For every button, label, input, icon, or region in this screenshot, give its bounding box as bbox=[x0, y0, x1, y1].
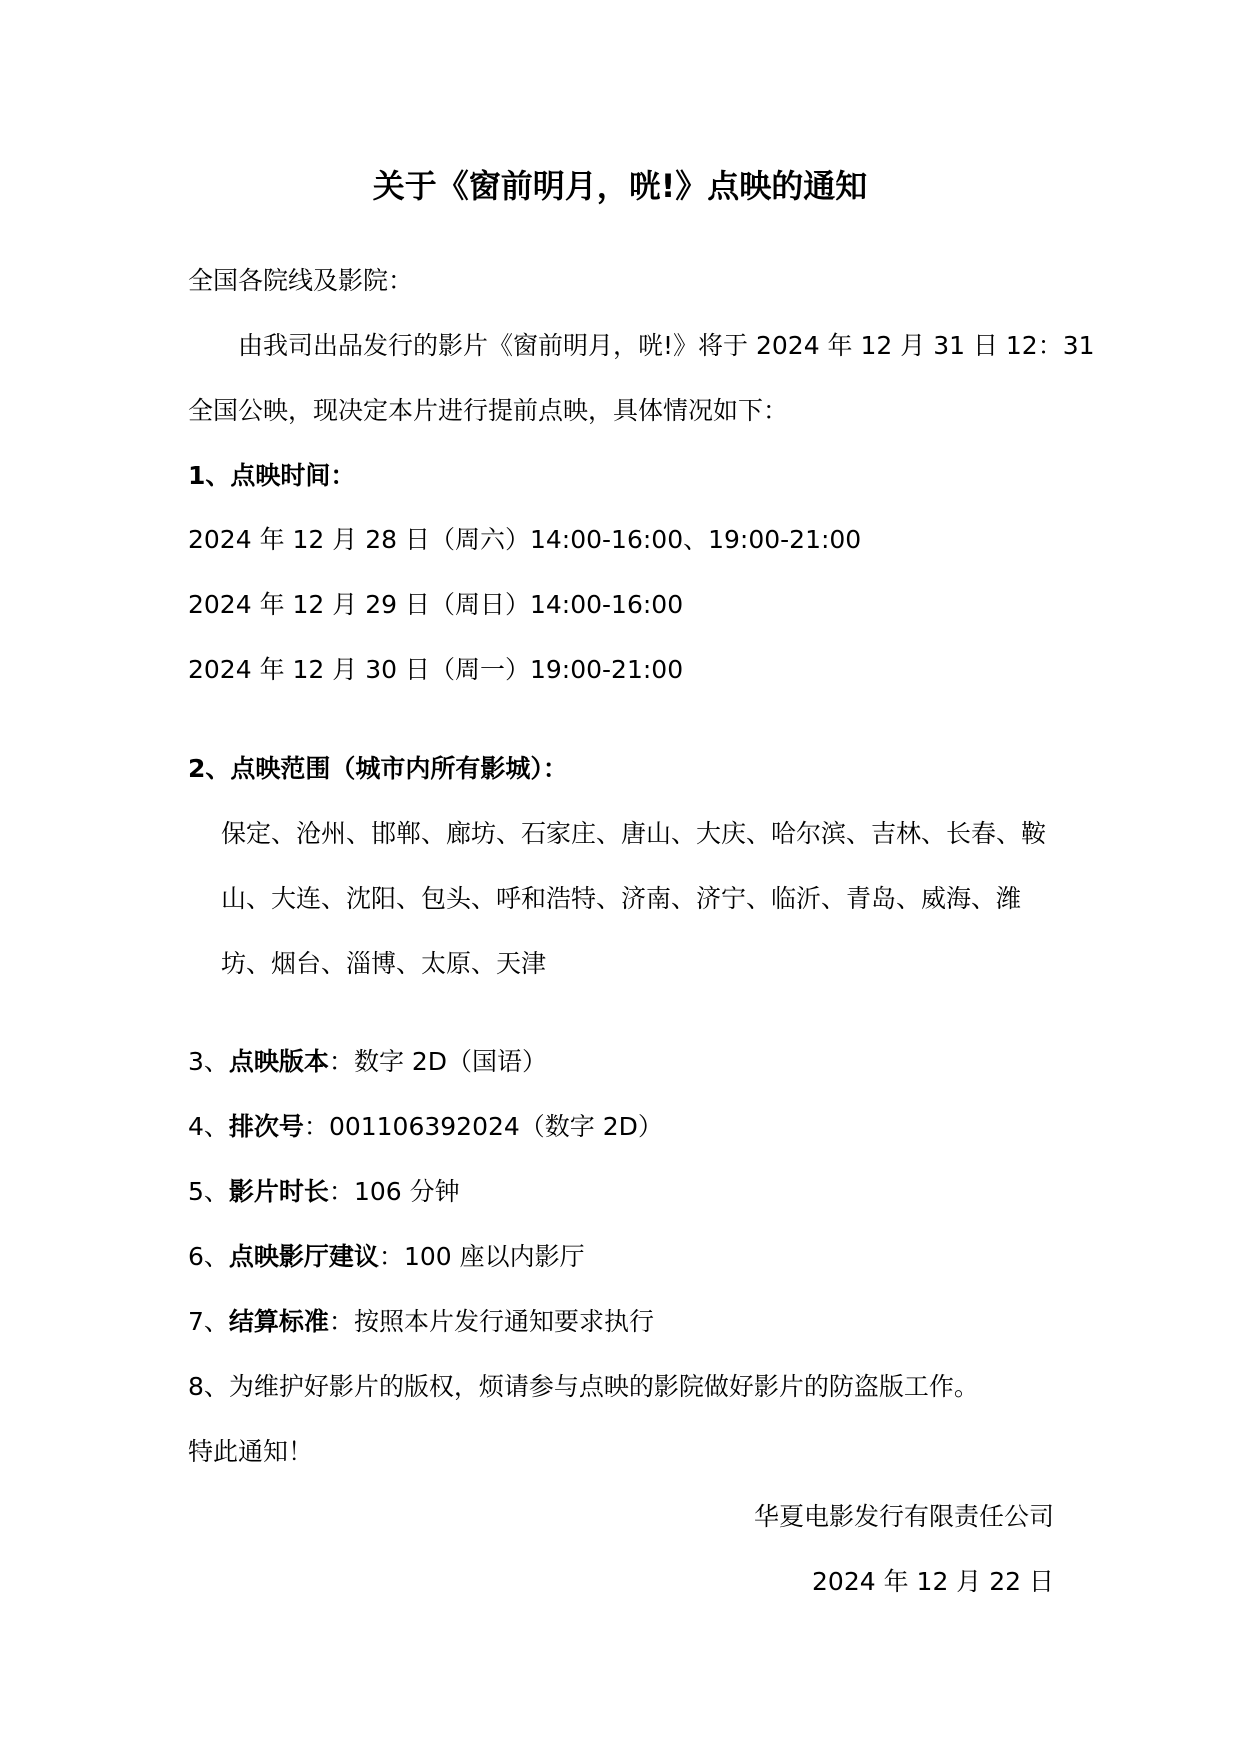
city-list-line-3: 坊、烟台、淄博、太原、天津 bbox=[221, 949, 547, 978]
item-value: 106 分钟 bbox=[353, 1177, 460, 1206]
item-number: 3、 bbox=[188, 1047, 229, 1076]
item-label: 点映版本 bbox=[228, 1047, 329, 1076]
item-runtime bbox=[188, 1175, 460, 1209]
item-value: 100 座以内影厅 bbox=[403, 1242, 585, 1271]
city-list-line-2: 山、大连、沈阳、包头、呼和浩特、济南、济宁、临沂、青岛、威海、潍 bbox=[221, 884, 1022, 913]
salutation: 全国各院线及影院： bbox=[188, 266, 414, 295]
item-value: 按照本片发行通知要求执行 bbox=[353, 1307, 654, 1336]
item-settlement bbox=[188, 1305, 654, 1339]
item-version bbox=[188, 1045, 547, 1079]
signature-company: 华夏电影发行有限责任公司 bbox=[753, 1502, 1054, 1531]
city-list-line-1: 保定、沧州、邯郸、廊坊、石家庄、唐山、大庆、哈尔滨、吉林、长春、鞍 bbox=[221, 819, 1047, 848]
item-separator: ： bbox=[328, 1047, 354, 1076]
item-label: 排次号 bbox=[228, 1112, 304, 1141]
item-separator: ： bbox=[303, 1112, 329, 1141]
item-schedule-number bbox=[188, 1110, 663, 1144]
signature-date: 2024 年 12 月 22 日 bbox=[812, 1567, 1054, 1596]
section-scope-heading: 2、点映范围（城市内所有影城）： bbox=[188, 754, 568, 783]
item-label: 影片时长 bbox=[228, 1177, 329, 1206]
item-separator: ： bbox=[378, 1242, 404, 1271]
section-time-heading: 1、点映时间： bbox=[188, 461, 356, 490]
item-number: 6、 bbox=[188, 1242, 229, 1271]
item-label: 点映影厅建议 bbox=[228, 1242, 379, 1271]
screening-time-1: 2024 年 12 月 28 日（周六）14:00-16:00、19:00-21:00 bbox=[188, 525, 862, 554]
item-hall-suggestion bbox=[188, 1240, 585, 1274]
closing-remark: 特此通知！ bbox=[188, 1437, 314, 1466]
item-number: 4、 bbox=[188, 1112, 229, 1141]
intro-line-2: 全国公映，现决定本片进行提前点映，具体情况如下： bbox=[188, 396, 789, 425]
item-label: 结算标准 bbox=[228, 1307, 329, 1336]
document-title: 关于《窗前明月，咣!》点映的通知 bbox=[372, 167, 868, 205]
intro-line-1: 由我司出品发行的影片《窗前明月，咣!》将于 2024 年 12 月 31 日 12：31 bbox=[238, 331, 1095, 360]
item-value: 001106392024（数字 2D） bbox=[328, 1112, 663, 1141]
screening-time-3: 2024 年 12 月 30 日（周一）19:00-21:00 bbox=[188, 655, 684, 684]
item-separator: ： bbox=[328, 1177, 354, 1206]
item-number: 5、 bbox=[188, 1177, 229, 1206]
item-value: 数字 2D（国语） bbox=[353, 1047, 548, 1076]
screening-time-2: 2024 年 12 月 29 日（周日）14:00-16:00 bbox=[188, 590, 684, 619]
item-separator: ： bbox=[328, 1307, 354, 1336]
item-anti-piracy: 8、为维护好影片的版权，烦请参与点映的影院做好影片的防盗版工作。 bbox=[188, 1372, 979, 1401]
item-number: 7、 bbox=[188, 1307, 229, 1336]
